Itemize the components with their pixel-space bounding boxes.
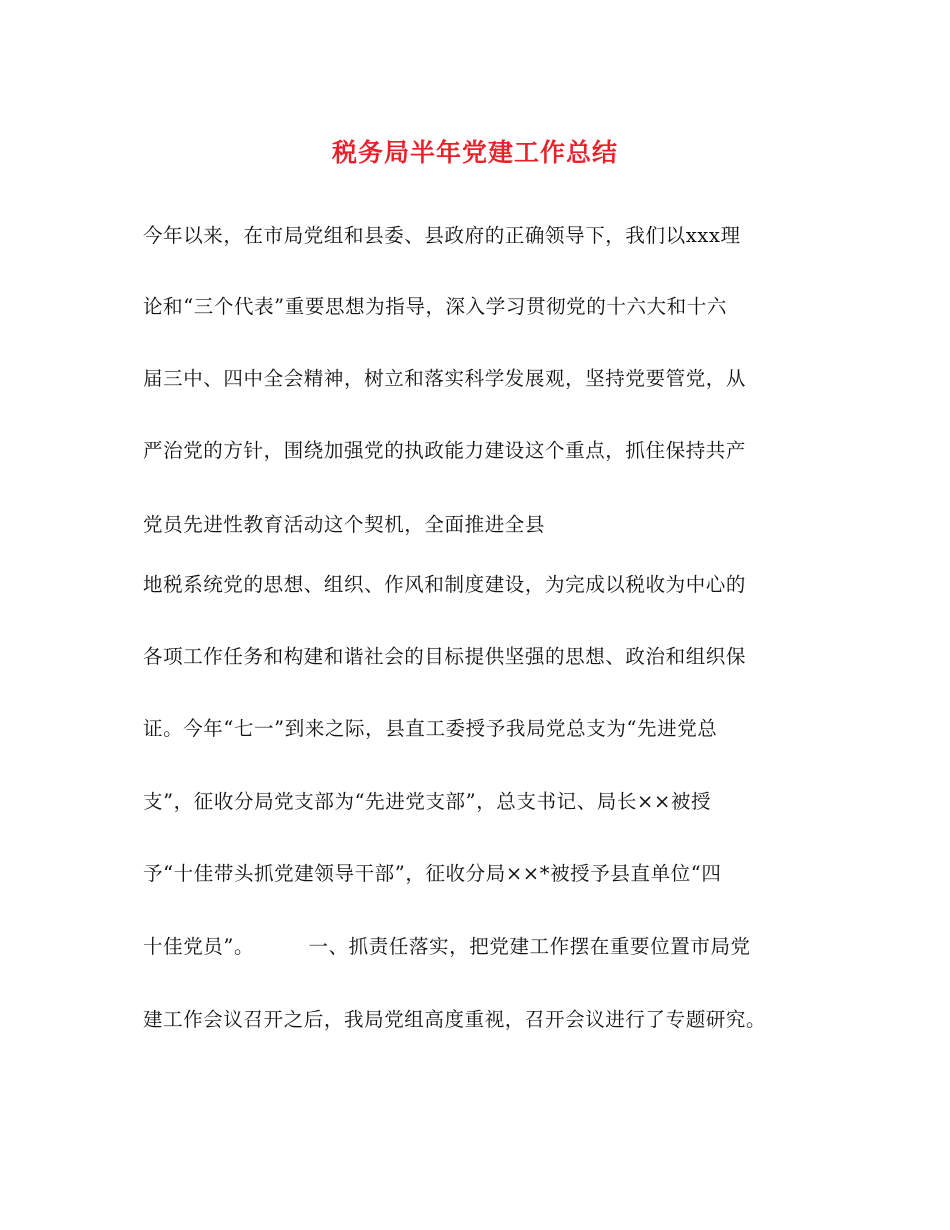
paragraph-line-3: 届三中、四中全会精神，树立和落实科学发展观，坚持党要管党，从 bbox=[143, 367, 747, 390]
paragraph-line-7: 各项工作任务和构建和谐社会的目标提供坚强的思想、政治和组织保 bbox=[143, 645, 747, 668]
paragraph-line-8: 证。今年“七一”到来之际，县直工委授予我局党总支为“先进党总 bbox=[143, 717, 718, 740]
paragraph-line-5: 党员先进性教育活动这个契机，全面推进全县 bbox=[143, 513, 546, 536]
paragraph-line-2: 论和“三个代表”重要思想为指导，深入学习贯彻党的十六大和十六 bbox=[143, 295, 727, 318]
paragraph-line-10: 予“十佳带头抓党建领导干部”，征收分局××*被授予县直单位“四 bbox=[143, 862, 722, 885]
paragraph-line-11: 十佳党员”。 一、抓责任落实，把党建工作摆在重要位置市局党 bbox=[143, 935, 751, 958]
paragraph-line-6: 地税系统党的思想、组织、作风和制度建设，为完成以税收为中心的 bbox=[143, 573, 747, 596]
paragraph-line-12: 建工作会议召开之后，我局党组高度重视，召开会议进行了专题研究。 bbox=[143, 1008, 767, 1031]
paragraph-line-1: 今年以来，在市局党组和县委、县政府的正确领导下，我们以xxx理 bbox=[143, 224, 741, 247]
paragraph-line-4: 严治党的方针，围绕加强党的执政能力建设这个重点，抓住保持共产 bbox=[143, 439, 747, 462]
document-title: 税务局半年党建工作总结 bbox=[331, 138, 618, 167]
paragraph-line-9: 支”，征收分局党支部为“先进党支部”，总支书记、局长××被授 bbox=[143, 790, 712, 813]
